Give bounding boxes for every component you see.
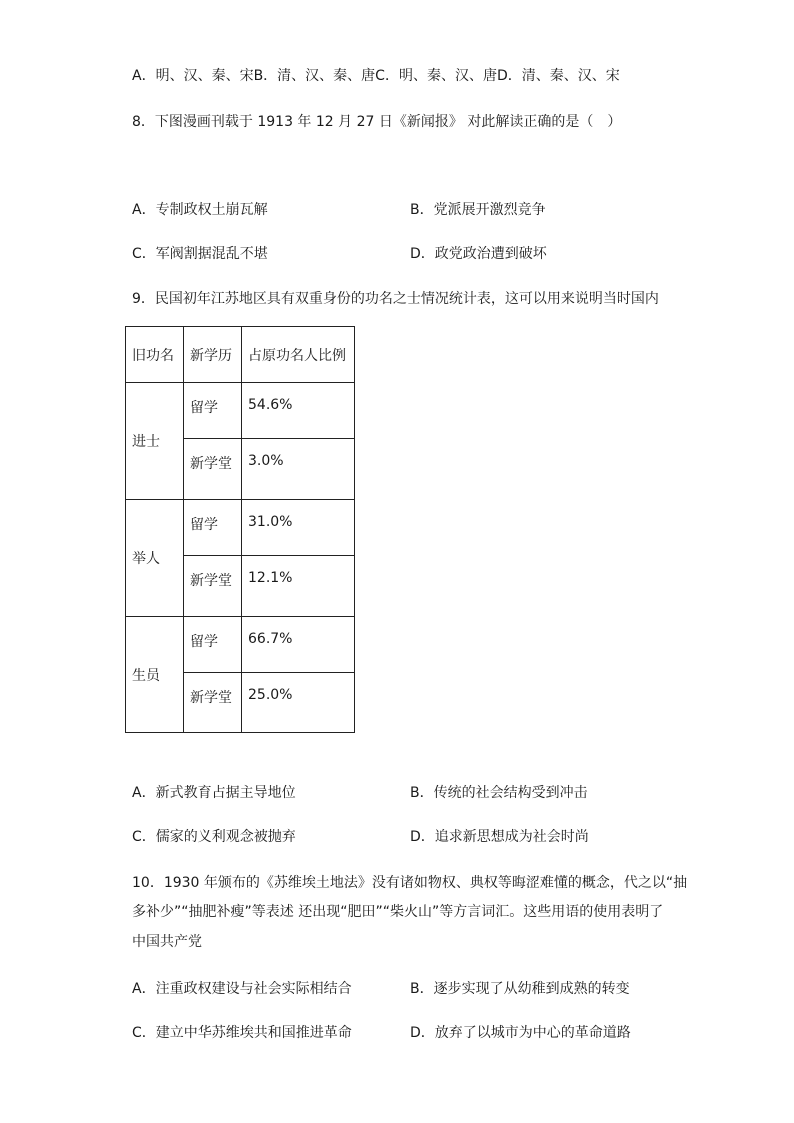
q8-option-b[interactable]: B．党派展开激烈竞争 <box>410 202 546 218</box>
q8-option-a[interactable]: A．专制政权土崩瓦解 <box>132 202 268 218</box>
q9-option-d[interactable]: D．追求新思想成为社会时尚 <box>410 829 589 845</box>
q9-stats-table <box>125 326 355 733</box>
row-type: 新学堂 <box>184 673 242 733</box>
q9-stem: 9．民国初年江苏地区具有双重身份的功名之士情况统计表，这可以用来说明当时国内 <box>132 291 659 307</box>
table-row <box>126 500 355 556</box>
row-type: 新学堂 <box>184 439 242 500</box>
row-pct: 3.0% <box>242 439 355 500</box>
q9-option-c[interactable]: C．儒家的义利观念被抛弃 <box>132 829 296 845</box>
header-proportion: 占原功名人比例 <box>242 327 355 383</box>
q10-option-b[interactable]: B．逐步实现了从幼稚到成熟的转变 <box>410 981 630 997</box>
q10-option-c[interactable]: C．建立中华苏维埃共和国推进革命 <box>132 1025 352 1041</box>
table-header-row <box>126 327 355 383</box>
q9-option-a[interactable]: A．新式教育占据主导地位 <box>132 785 296 801</box>
row-pct: 12.1% <box>242 556 355 617</box>
q10-option-d[interactable]: D．放弃了以城市为中心的革命道路 <box>410 1025 631 1041</box>
q8-option-d[interactable]: D．政党政治遭到破坏 <box>410 246 547 262</box>
table-row <box>126 617 355 673</box>
q7-options-line: A．明、汉、秦、宋B．清、汉、秦、唐C．明、秦、汉、唐D．清、秦、汉、宋 <box>132 68 620 84</box>
q10-stem-line1: 10．1930 年颁布的《苏维埃土地法》没有诸如物权、典权等晦涩难懂的概念，代之以“抽 <box>132 875 688 891</box>
q8-stem: 8．下图漫画刊载于 1913 年 12 月 27 日《新闻报》 对此解读正确的是（ ） <box>132 114 622 130</box>
row-pct: 54.6% <box>242 383 355 439</box>
group-name: 举人 <box>126 500 184 617</box>
q10-stem-line3: 中国共产党 <box>132 934 202 950</box>
row-type: 留学 <box>184 500 242 556</box>
group-name: 生员 <box>126 617 184 733</box>
q9-option-b[interactable]: B．传统的社会结构受到冲击 <box>410 785 588 801</box>
row-pct: 66.7% <box>242 617 355 673</box>
row-pct: 31.0% <box>242 500 355 556</box>
row-type: 留学 <box>184 617 242 673</box>
table-row <box>126 383 355 439</box>
row-type: 新学堂 <box>184 556 242 617</box>
q8-option-c[interactable]: C．军阀割据混乱不堪 <box>132 246 268 262</box>
row-pct: 25.0% <box>242 673 355 733</box>
q10-stem-line2: 多补少”“抽肥补瘦”等表述 还出现“肥田”“柴火山”等方言词汇。这些用语的使用表明了 <box>132 904 664 920</box>
q10-option-a[interactable]: A．注重政权建设与社会实际相结合 <box>132 981 352 997</box>
row-type: 留学 <box>184 383 242 439</box>
group-name: 进士 <box>126 383 184 500</box>
header-new-education: 新学历 <box>184 327 242 383</box>
header-old-title: 旧功名 <box>126 327 184 383</box>
